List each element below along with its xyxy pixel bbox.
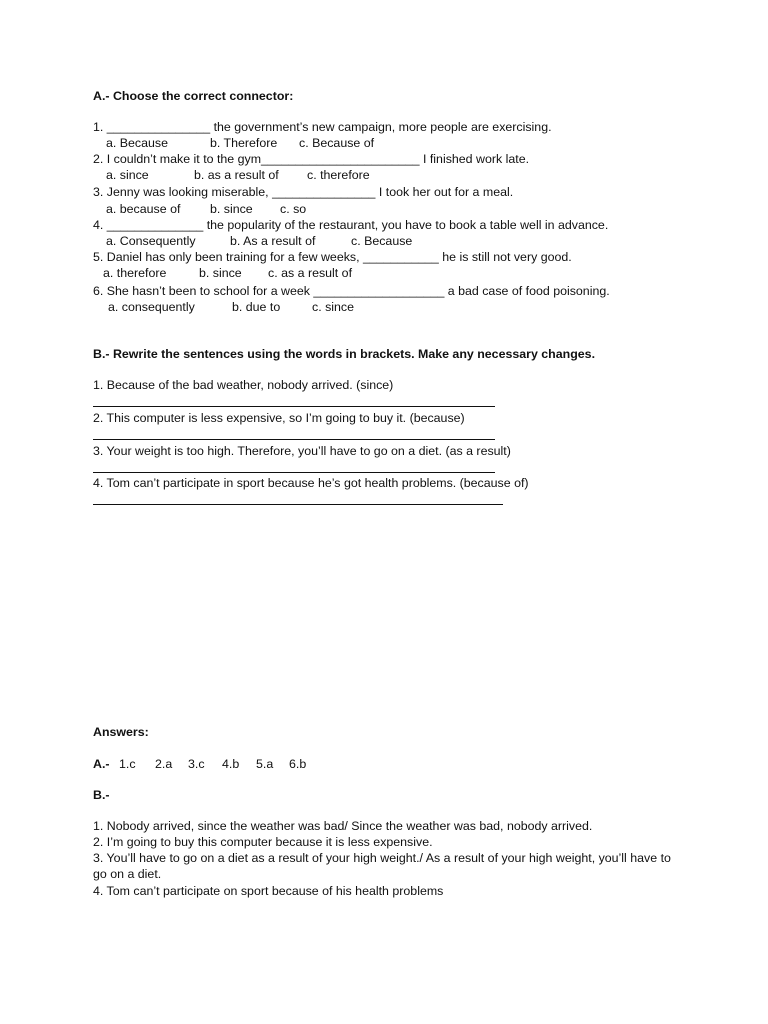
answer-key-6: 6.b xyxy=(289,757,307,771)
question-a6-option-a: a. consequently xyxy=(108,300,195,314)
answer-line-4 xyxy=(93,504,503,505)
question-a5-option-b: b. since xyxy=(199,266,242,280)
question-a5-option-c: c. as a result of xyxy=(268,266,353,280)
question-a1-option-a: a. Because xyxy=(106,136,168,150)
answer-key-1: 1.c xyxy=(119,757,136,771)
question-a6-option-c: c. since xyxy=(312,300,355,314)
question-a3-option-a: a. because of xyxy=(106,202,181,216)
question-a5: 5. Daniel has only been training for a few weeks, ___________ he is still not very good. xyxy=(93,250,572,264)
question-a4-option-b: b. As a result of xyxy=(230,234,316,248)
question-a2: 2. I couldn’t make it to the gym_______________________ I finished work late. xyxy=(93,152,530,166)
question-a2-option-a: a. since xyxy=(106,168,149,182)
question-a1: 1. _______________ the government’s new campaign, more people are exercising. xyxy=(93,120,552,134)
answer-line-2 xyxy=(93,439,495,440)
answers-heading: Answers: xyxy=(93,725,149,739)
rewrite-item-2: 2. This computer is less expensive, so I’m going to buy it. (because) xyxy=(93,411,465,425)
answer-b-1: 1. Nobody arrived, since the weather was bad/ Since the weather was bad, nobody arrived. xyxy=(93,819,593,833)
rewrite-item-3: 3. Your weight is too high. Therefore, you’ll have to go on a diet. (as a result) xyxy=(93,444,511,458)
question-a1-option-b: b. Therefore xyxy=(210,136,278,150)
answers-b-label: B.- xyxy=(93,788,110,802)
question-a2-option-b: b. as a result of xyxy=(194,168,279,182)
question-a3-option-b: b. since xyxy=(210,202,253,216)
question-a4-option-c: c. Because xyxy=(351,234,413,248)
answer-key-2: 2.a xyxy=(155,757,173,771)
answer-b-2: 2. I’m going to buy this computer because it is less expensive. xyxy=(93,835,433,849)
answer-b-3: 3. You’ll have to go on a diet as a result of your high weight./ As a result of your high weight, you’ll have to go on a diet. xyxy=(93,851,671,881)
section-b-heading: B.- Rewrite the sentences using the words in brackets. Make any necessary changes. xyxy=(93,347,596,361)
question-a5-option-a: a. therefore xyxy=(103,266,167,280)
question-a2-option-c: c. therefore xyxy=(307,168,370,182)
answer-line-3 xyxy=(93,472,495,473)
question-a3-option-c: c. so xyxy=(280,202,307,216)
answer-key-5: 5.a xyxy=(256,757,274,771)
section-a-heading: A.- Choose the correct connector: xyxy=(93,89,294,103)
question-a6-option-b: b. due to xyxy=(232,300,281,314)
question-a4-option-a: a. Consequently xyxy=(106,234,196,248)
answer-b-4: 4. Tom can’t participate on sport because of his health problems xyxy=(93,884,444,898)
question-a4: 4. ______________ the popularity of the restaurant, you have to book a table well in advance. xyxy=(93,218,609,232)
question-a3: 3. Jenny was looking miserable, _______________ I took her out for a meal. xyxy=(93,185,514,199)
answer-key-3: 3.c xyxy=(188,757,205,771)
question-a6: 6. She hasn’t been to school for a week ___________________ a bad case of food poisoning. xyxy=(93,284,610,298)
answers-a-label: A.- xyxy=(93,757,110,771)
question-a1-option-c: c. Because of xyxy=(299,136,375,150)
rewrite-item-4: 4. Tom can’t participate in sport because he’s got health problems. (because of) xyxy=(93,476,529,490)
rewrite-item-1: 1. Because of the bad weather, nobody arrived. (since) xyxy=(93,378,394,392)
answer-key-4: 4.b xyxy=(222,757,240,771)
answer-line-1 xyxy=(93,406,495,407)
